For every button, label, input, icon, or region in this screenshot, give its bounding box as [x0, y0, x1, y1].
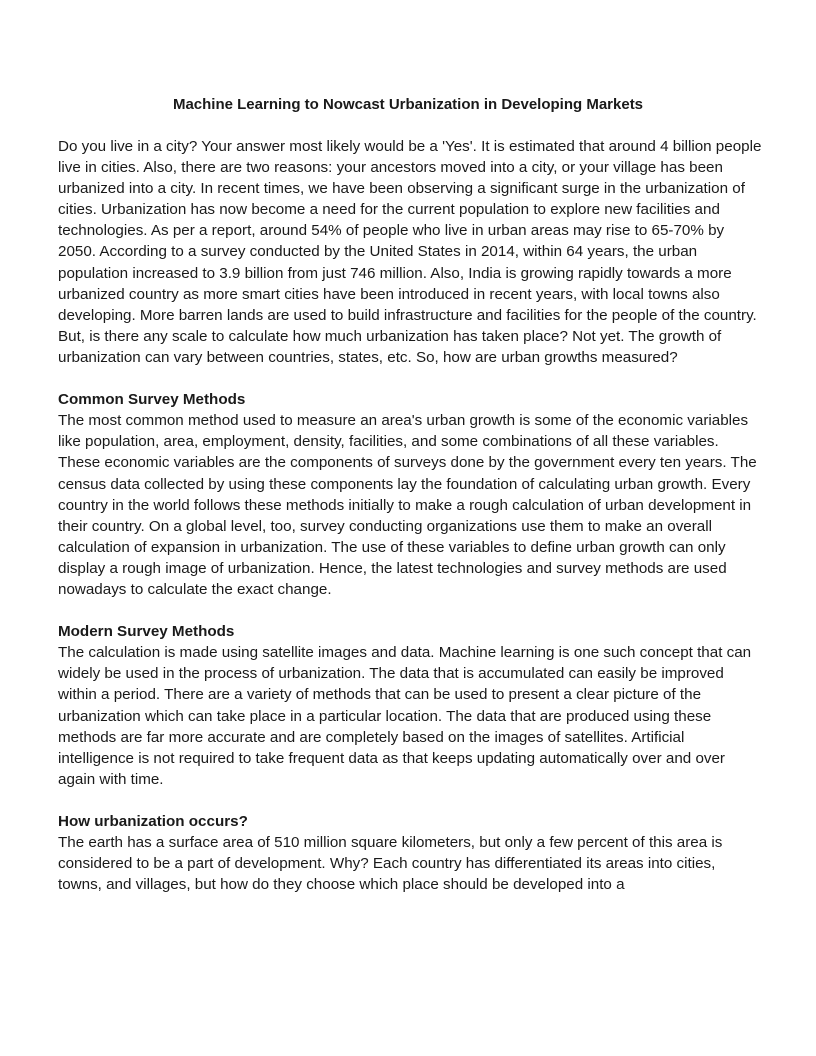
- intro-paragraph: Do you live in a city? Your answer most likely would be a 'Yes'. It is estimated that around 4 billion people live in cities. Also, there are two reasons: your ancestors moved into a city, or your village has been urbanized into a city. In recent times, we have been observing a significant surge in the urbanization of cities. Urbanization has now become a need for the current population to explore new facilities and technologies. As per a report, around 54% of people who live in urban areas may rise to 65-70% by 2050. According to a survey conducted by the United States in 2014, within 64 years, the urban population increased to 3.9 billion from just 746 million. Also, India is growing rapidly towards a more urbanized country as more smart cities have been introduced in recent years, with local towns also developing. More barren lands are used to build infrastructure and facilities for the people of the country. But, is there any scale to calculate how much urbanization has taken place? Not yet. The growth of urbanization can vary between countries, states, etc. So, how are urban growths measured?: [58, 138, 762, 366]
- section-heading-how-urbanization-occurs: How urbanization occurs?: [58, 813, 248, 830]
- document-title: Machine Learning to Nowcast Urbanization in Developing Markets: [172, 96, 644, 113]
- section-text-modern-survey-methods: The calculation is made using satellite images and data. Machine learning is one such concept that can widely be used in the process of urbanization. The data that is accumulated can easily be improved within a period. There are a variety of methods that can be used to present a clear picture of the urbanization which can take place in a particular location. The data that are produced using these methods are far more accurate and are completely based on the images of satellites. Artificial intelligence is not required to take frequent data as that keeps updating automatically over and over again with time.: [58, 644, 752, 788]
- paragraph-gap: [58, 600, 762, 621]
- section-text-common-survey-methods: The most common method used to measure an area's urban growth is some of the economic variables like population, area, employment, density, facilities, and some combinations of all these variables. These economic variables are the components of surveys done by the government every ten years. The census data collected by using these components lay the foundation of calculating urban growth. Every country in the world follows these methods initially to make a rough calculation of urban development in their country. On a global level, too, survey conducting organizations use them to make an overall calculation of expansion in urbanization. The use of these variables to define urban growth can only display a rough image of urbanization. Hence, the latest technologies and survey methods are used nowadays to calculate the exact change.: [58, 412, 757, 598]
- section-text-how-urbanization-occurs: The earth has a surface area of 510 million square kilometers, but only a few percent of this area is considered to be a part of development. Why? Each country has differentiated its areas into cities, towns, and villages, but how do they choose which place should be developed into a: [58, 834, 723, 894]
- paragraph-gap: [58, 368, 762, 389]
- section-heading-common-survey-methods: Common Survey Methods: [58, 391, 246, 409]
- paragraph-gap: [58, 790, 762, 811]
- document-body: [58, 136, 762, 895]
- section-heading-modern-survey-methods: Modern Survey Methods: [58, 623, 235, 641]
